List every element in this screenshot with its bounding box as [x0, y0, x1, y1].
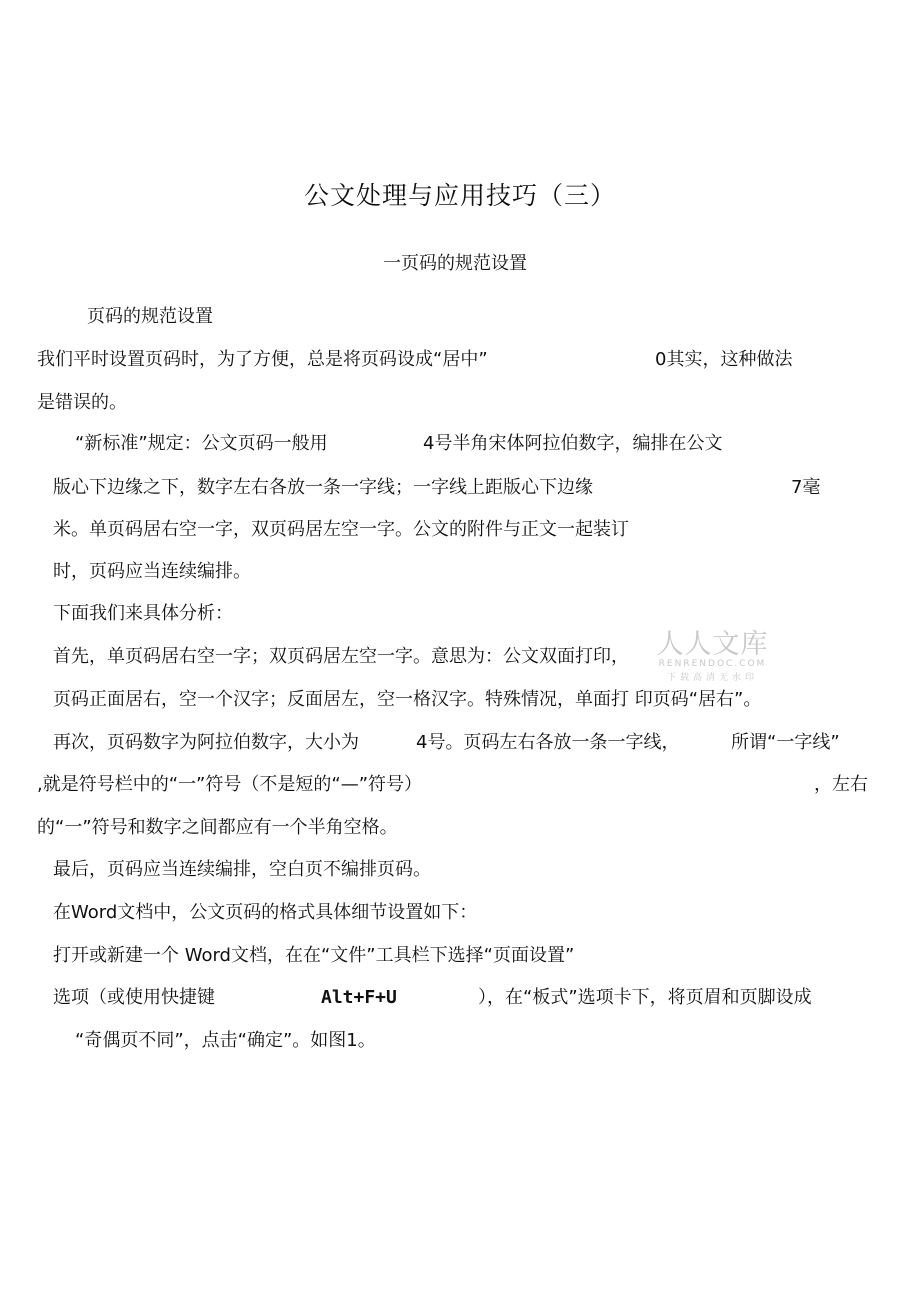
watermark-logo	[650, 622, 775, 683]
paragraph-line: 选项（或使用快捷键	[53, 987, 215, 1008]
paragraph-line-tail: ），在“板式”选项卡下，将页眉和页脚设成	[478, 987, 812, 1008]
paragraph-line: 是错误的。	[37, 392, 127, 413]
paragraph-line-tail: 所谓“一字线”	[731, 732, 840, 753]
paragraph-line: 版心下边缘之下，数字左右各放一条一字线；一字线上距版心下边缘	[53, 477, 593, 498]
paragraph-line: 下面我们来具体分析：	[53, 603, 233, 624]
paragraph-line: “奇偶页不同”，点击“确定”。如图1。	[75, 1030, 376, 1051]
paragraph-line: 时，页码应当连续编排。	[53, 561, 251, 582]
paragraph-line-tail: ，左右	[814, 774, 868, 795]
paragraph-line: 打开或新建一个 Word文档，在在“文件”工具栏下选择“页面设置”	[53, 945, 575, 966]
document-title: 公文处理与应用技巧（三）	[303, 181, 616, 210]
section-subtitle: 一页码的规范设置	[383, 253, 527, 274]
paragraph-line-tail: 4号。页码左右各放一条一字线，	[416, 732, 680, 753]
paragraph-line: “新标准”规定：公文页码一般用	[75, 433, 328, 454]
paragraph-line: 页码正面居右，空一个汉字；反面居左，空一格汉字。特殊情况，单面打 印页码“居右”。	[53, 689, 762, 710]
paragraph-line-tail: 4号半角宋体阿拉伯数字，编排在公文	[423, 433, 723, 454]
paragraph-line: 米。单页码居右空一字，双页码居左空一字。公文的附件与正文一起装订	[53, 519, 629, 540]
watermark-url: RENRENDOC.COM	[658, 659, 767, 669]
paragraph-line: 的“一”符号和数字之间都应有一个半角空格。	[37, 817, 398, 838]
shortcut-text: Alt+F+U	[321, 987, 397, 1008]
paragraph-line: 在Word文档中，公文页码的格式具体细节设置如下：	[53, 902, 478, 923]
paragraph-line: 再次，页码数字为阿拉伯数字，大小为	[53, 732, 359, 753]
watermark-title: 人人文库	[656, 629, 769, 660]
paragraph-line: 我们平时设置页码时，为了方便，总是将页码设成“居中”	[37, 349, 488, 370]
paragraph-line: 页码的规范设置	[87, 306, 213, 327]
paragraph-line: ,就是符号栏中的“一”符号（不是短的“—”符号）	[37, 774, 423, 795]
paragraph-line: 首先，单页码居右空一字；双页码居左空一字。意思为：公文双面打印，	[53, 646, 629, 667]
paragraph-line-tail: 0其实，这种做法	[655, 349, 793, 370]
paragraph-line-tail: 7毫	[791, 477, 821, 498]
watermark-subtitle: 下载高清无水印	[666, 673, 758, 683]
paragraph-line: 最后，页码应当连续编排，空白页不编排页码。	[53, 859, 431, 880]
